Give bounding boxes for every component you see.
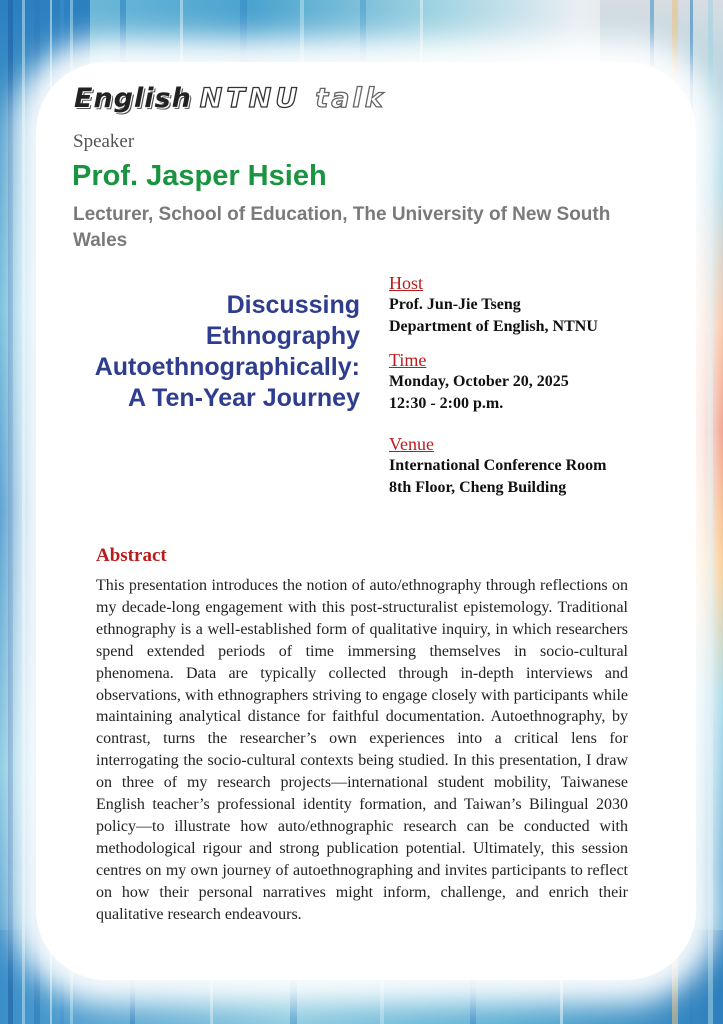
speaker-label: Speaker [73, 131, 135, 152]
time-hours: 12:30 - 2:00 p.m. [389, 395, 504, 412]
venue-label: Venue [389, 434, 434, 454]
time-block [389, 349, 689, 415]
logo-word-english: English [74, 83, 192, 114]
host-label: Host [389, 273, 424, 293]
talk-title-line: Discussing [226, 291, 360, 319]
time-date: Monday, October 20, 2025 [389, 373, 569, 390]
abstract-text: This presentation introduces the notion of auto/ethnography through reflections on my decade-long engagement with this post-structuralist epistemology. Traditional ethnography is a well-established form of qualitative inquiry, in which researchers spend extended periods of time immersing themselves in socio-cultural phenomena. Data are typically collected through in-depth interviews and observations, with ethnographers striving to engage closely with participants while maintaining analytical distance for faithful documentation. Autoethnography, by contrast, turns the researcher’s own experiences into a critical lens for interrogating the socio-cultural contexts being studied. In this presentation, I draw on three of my research projects—international student mobility, Taiwanese English teacher’s professional identity formation, and Taiwan’s Bilingual 2030 policy—to illustrate how auto/ethnographic research can be conducted with methodological rigour and strong publication potential. Ultimately, this session centres on my own journey of autoethnographing and invites participants to reflect on how their personal narratives might inform, challenge, and enrich their qualitative research endeavours. [96, 577, 628, 923]
venue-building: 8th Floor, Cheng Building [389, 479, 567, 496]
venue-room: International Conference Room [389, 457, 607, 474]
speaker-affiliation: Lecturer, School of Education, The University of New South Wales [73, 204, 611, 251]
time-label: Time [389, 350, 427, 370]
host-name: Prof. Jun-Jie Tseng [389, 296, 521, 313]
talk-title-line: Autoethnographically: [94, 353, 360, 381]
logo-word-ntnu: NTNU [199, 83, 302, 114]
logo-word-talk: talk [315, 83, 386, 114]
speaker-name: Prof. Jasper Hsieh [72, 160, 327, 192]
english-ntnu-talk-logo [74, 80, 386, 114]
host-block [389, 272, 689, 338]
talk-title [60, 290, 360, 414]
talk-title-line: A Ten-Year Journey [127, 384, 360, 412]
event-info [389, 272, 689, 510]
talk-title-line: Ethnography [205, 322, 360, 350]
host-department: Department of English, NTNU [389, 318, 598, 335]
venue-block [389, 433, 689, 499]
abstract-heading: Abstract [96, 545, 167, 566]
